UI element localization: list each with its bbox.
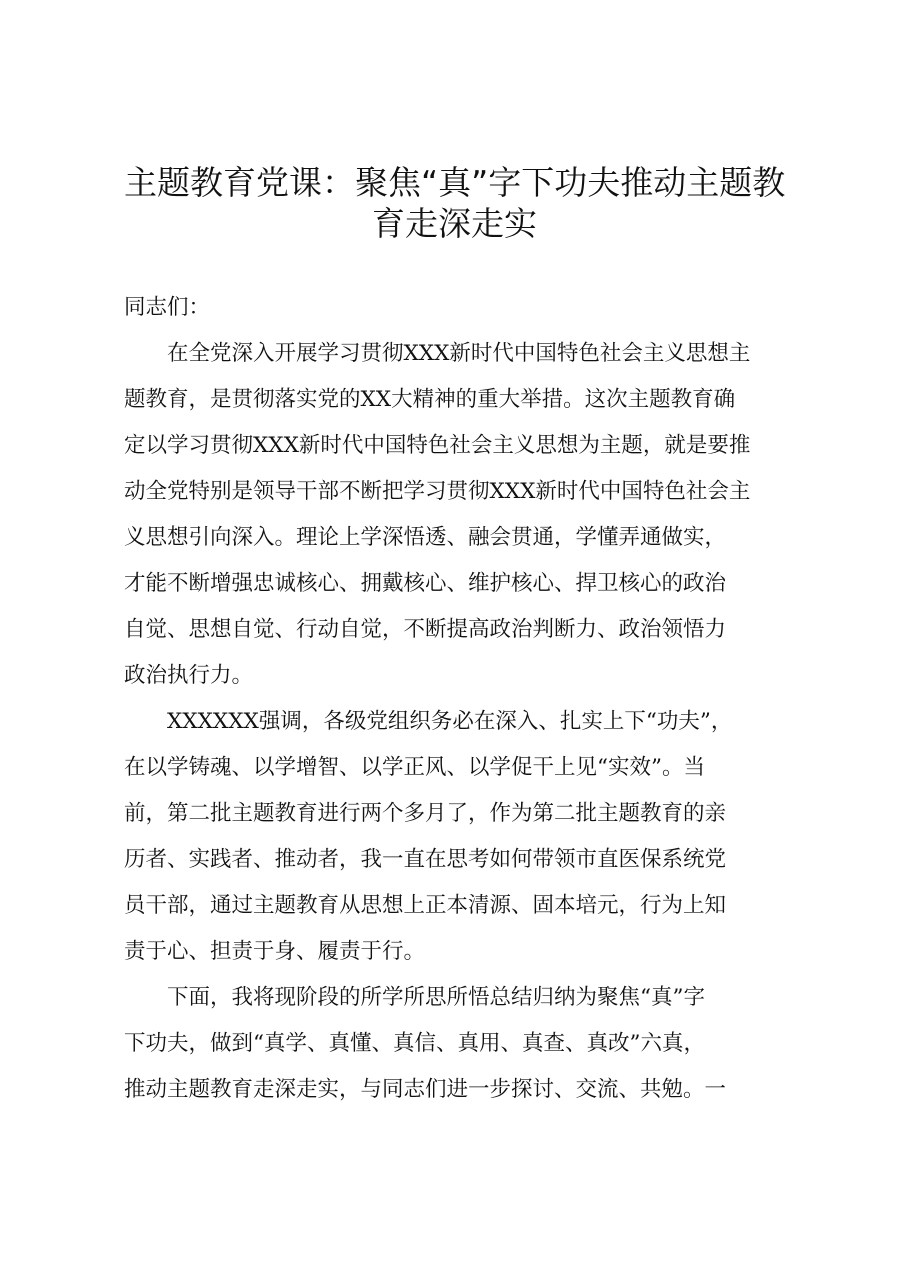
paragraph-3-line: 下功夫，做到“真学、真懂、真信、真用、真查、真改”六真， [124, 1031, 705, 1056]
paragraph-2-line: 在以学铸魂、以学增智、以学正风、以学促干上见“实效”。当 [124, 755, 705, 780]
paragraph-1-line: 题教育，是贯彻落实党的XX大精神的重大举措。这次主题教育确 [124, 387, 736, 412]
paragraph-1-line: 义思想引向深入。理论上学深悟透、融会贯通，学懂弄通做实， [124, 525, 727, 550]
salutation: 同志们： [124, 295, 211, 320]
paragraph-1-line: 动全党特别是领导干部不断把学习贯彻XXX新时代中国特色社会主 [124, 479, 751, 504]
paragraph-2-line: 历者、实践者、推动者，我一直在思考如何带领市直医保系统党 [124, 847, 727, 872]
document-title-line-1: 主题教育党课：聚焦“真”字下功夫推动主题教 [124, 163, 786, 202]
paragraph-1-line: 在全党深入开展学习贯彻XXX新时代中国特色社会主义思想主 [124, 341, 751, 366]
paragraph-3-line: 推动主题教育走深走实，与同志们进一步探讨、交流、共勉。一 [124, 1077, 727, 1102]
paragraph-1-line: 才能不断增强忠诚核心、拥戴核心、维护核心、捍卫核心的政治 [124, 571, 727, 596]
paragraph-3-line: 下面，我将现阶段的所学所思所悟总结归纳为聚焦“真”字 [124, 985, 705, 1010]
paragraph-2-line: 前，第二批主题教育进行两个多月了，作为第二批主题教育的亲 [124, 801, 727, 826]
paragraph-2-line: 员干部，通过主题教育从思想上正本清源、固本培元，行为上知 [124, 893, 727, 918]
paragraph-2-line: 责于心、担责于身、履责于行。 [124, 939, 426, 964]
paragraph-1-line: 政治执行力。 [124, 663, 254, 688]
paragraph-2-line: XXXXXX强调，各级党组织务必在深入、扎实上下“功夫”， [124, 709, 733, 734]
document-title-line-2: 育走深走实 [372, 204, 537, 243]
paragraph-1-line: 自觉、思想自觉、行动自觉，不断提高政治判断力、政治领悟力 [124, 617, 727, 642]
paragraph-1-line: 定以学习贯彻XXX新时代中国特色社会主义思想为主题，就是要推 [124, 433, 751, 458]
